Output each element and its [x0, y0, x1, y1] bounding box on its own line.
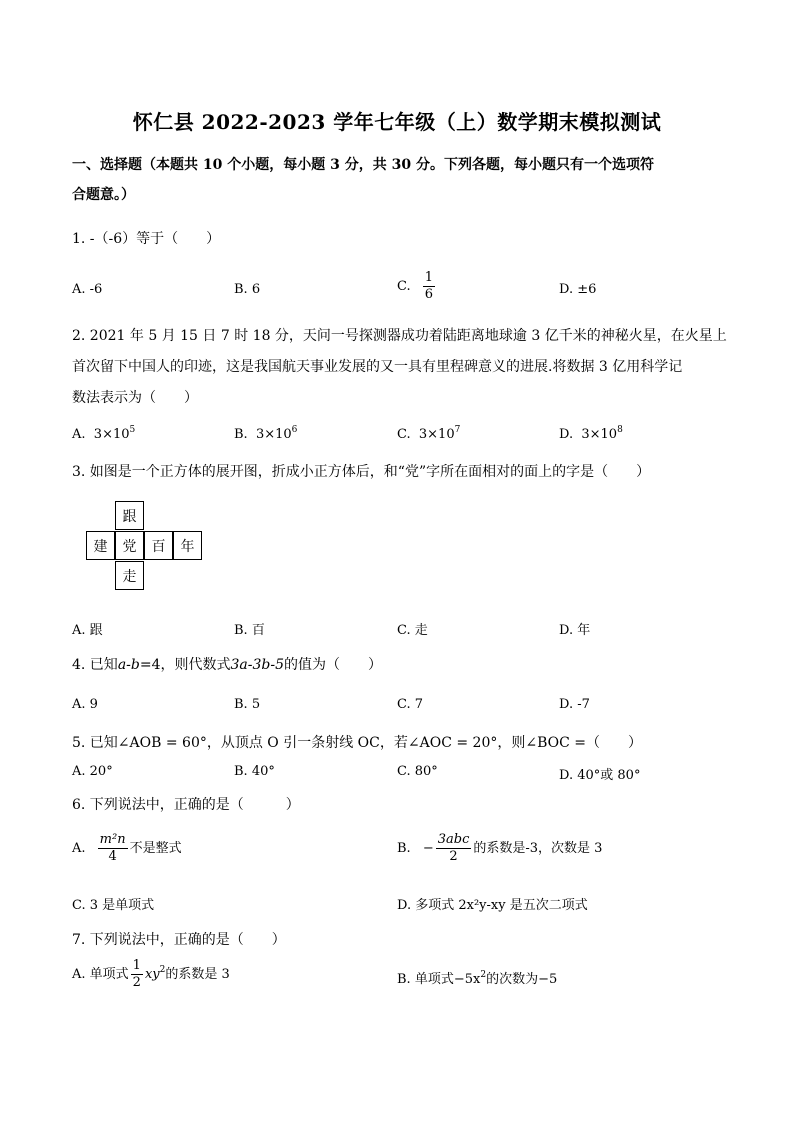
q6-option-d: D. 多项式 2x²y-xy 是五次二项式 — [397, 898, 588, 913]
q2-option-a: A. $3\times 10^5$ — [72, 425, 136, 442]
q6-stem: 6. 下列说法中，正确的是（ ） — [72, 797, 300, 813]
q2-line2: 首次留下中国人的印迹，这是我国航天事业发展的又一具有里程碑意义的进展.将数据 3 亿用科学记 — [72, 359, 683, 375]
net-cell-top: 跟 — [115, 501, 144, 530]
q5-option-a: A. 20° — [72, 764, 113, 779]
q2-option-b: B. $3\times 10^6$ — [234, 425, 298, 442]
q2-option-d: D. $3\times 10^8$ — [559, 425, 623, 442]
q2-line3: 数法表示为（ ） — [72, 390, 198, 406]
q4-option-c: C. 7 — [397, 697, 424, 712]
q3-option-c: C. 走 — [397, 623, 428, 638]
q4-stem: 4. 已知a-b=4，则代数式3a-3b-5的值为（ ） — [72, 657, 382, 673]
q3-option-d: D. 年 — [559, 623, 591, 638]
q6-option-b: B. − $\frac{\text{3abc}}{2}$ 的系数是-3，次数是 3 — [397, 832, 603, 864]
section-heading-line2: 合题意。） — [72, 187, 135, 203]
q3-stem: 3. 如图是一个正方体的展开图，折成小正方体后，和“党”字所在面相对的面上的字是（ ） — [72, 464, 651, 480]
q1-option-d: D. ±6 — [559, 282, 597, 297]
q5-stem: 5. 已知∠AOB = 60°，从顶点 O 引一条射线 OC，若∠AOC = 20°，则∠BOC =（ ） — [72, 735, 642, 751]
q4-option-b: B. 5 — [234, 697, 261, 712]
q3-option-b: B. 百 — [234, 623, 265, 638]
net-cell-bottom: 走 — [115, 561, 144, 590]
q1-stem: 1. -（-6）等于（ ） — [72, 231, 221, 247]
q5-option-d: D. 40°或 80° — [559, 768, 641, 783]
q6-option-c: C. 3 是单项式 — [72, 898, 155, 913]
q4-option-d: D. -7 — [559, 697, 590, 712]
net-cell-right1: 百 — [144, 531, 173, 560]
q1-option-c: C. $\frac{1}{6}$ — [397, 270, 434, 302]
q2-line1: 2. 2021 年 5 月 15 日 7 时 18 分，天问一号探测器成功着陆距离地球逾 3 亿千米的神秘火星，在火星上 — [72, 328, 727, 344]
section-heading-line1: 一、选择题（本题共 10 个小题，每小题 3 分，共 30 分。下列各题，每小题只有一个选项符 — [72, 157, 654, 173]
q5-option-c: C. 80° — [397, 764, 438, 779]
q4-option-a: A. 9 — [72, 697, 98, 712]
q7-option-b: B. 单项式$-5x^2$的次数为−5 — [397, 970, 558, 987]
net-cell-left: 建 — [86, 531, 115, 560]
q5-option-b: B. 40° — [234, 764, 275, 779]
q1-option-a: A. -6 — [72, 282, 103, 297]
q1-option-b: B. 6 — [234, 282, 261, 297]
q3-option-a: A. 跟 — [72, 623, 103, 638]
q7-option-a: A. 单项式 $\frac{1}{2}$ $xy^2$的系数是 3 — [72, 958, 230, 990]
net-cell-center: 党 — [115, 531, 144, 560]
q6-option-a: A. $\frac{\text{m²n}}{4}$ 不是整式 — [72, 832, 182, 864]
q7-stem: 7. 下列说法中，正确的是（ ） — [72, 932, 286, 948]
page-title: 怀仁县 2022-2023 学年七年级（上）数学期末模拟测试 — [132, 110, 662, 134]
q2-option-c: C. $3\times 10^7$ — [397, 425, 461, 442]
net-cell-right2: 年 — [173, 531, 202, 560]
